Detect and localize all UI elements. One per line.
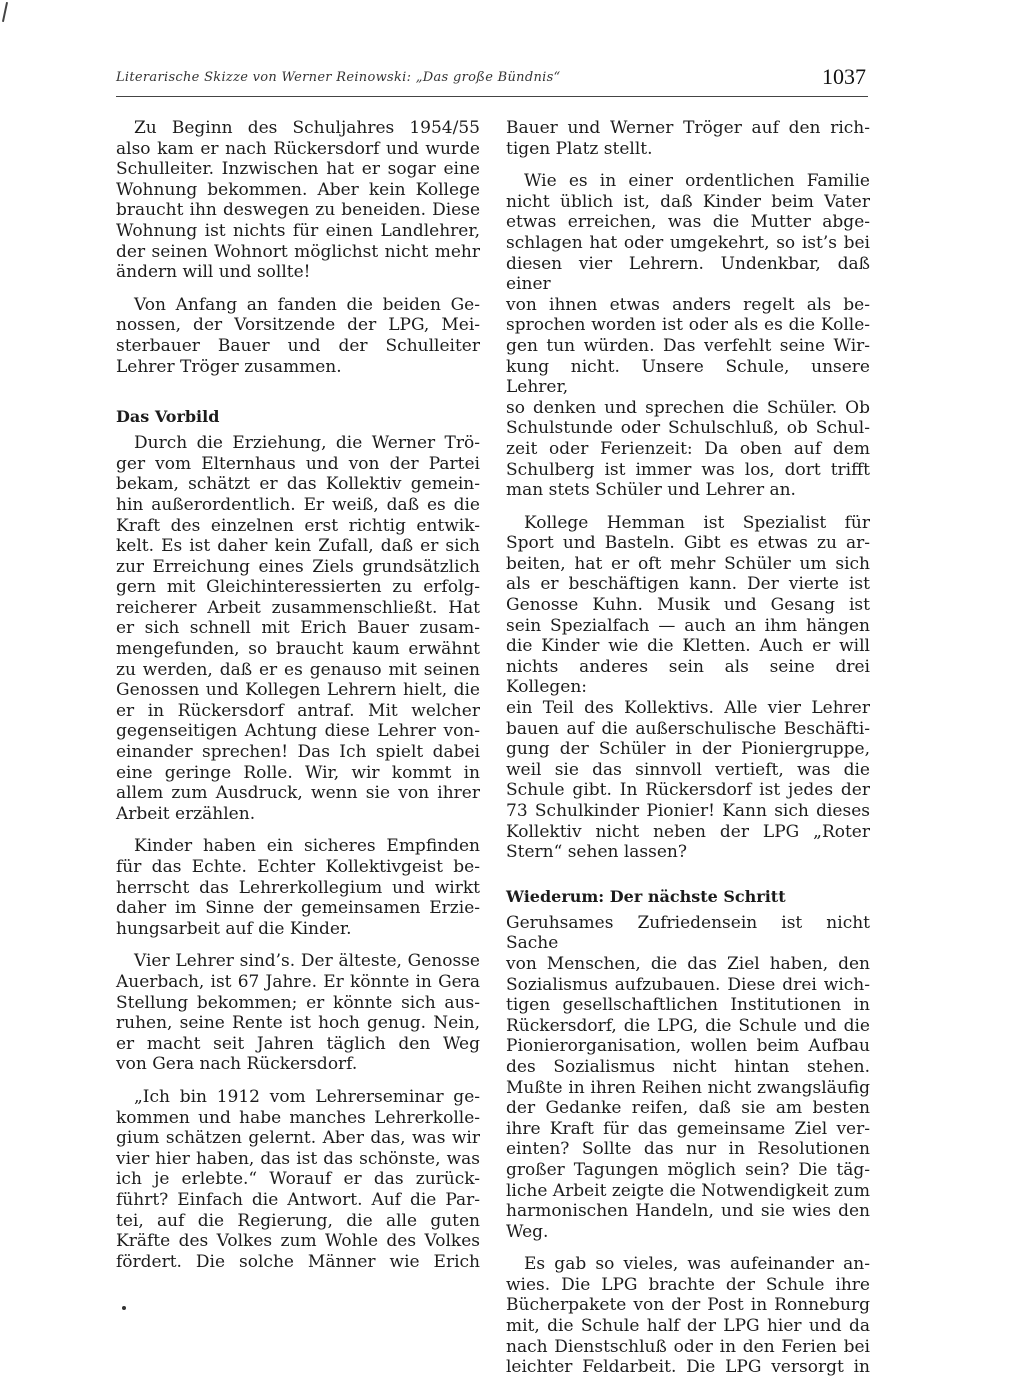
- text-line: wies. Die LPG brachte der Schule ihre: [506, 1274, 870, 1295]
- section-heading: Das Vorbild: [116, 407, 220, 427]
- text-line: die Kinder wie die Kletten. Auch er will: [506, 636, 870, 657]
- paragraph: [116, 295, 480, 377]
- text-line: gen tun würden. Das verfehlt seine Wir-: [506, 335, 870, 356]
- text-line: Von Anfang an fanden die beiden Ge-: [134, 294, 480, 315]
- text-line: ihre Kraft für das gemeinsame Ziel ver-: [506, 1118, 870, 1139]
- page-number: 1037: [822, 64, 866, 89]
- text-line: Kollege Hemman ist Spezialist für: [524, 512, 870, 533]
- text-line: etwas erreichen, was die Mutter abge-: [506, 212, 870, 233]
- text-line: bekam, schätzt er das Kollektiv gemein-: [116, 474, 480, 495]
- text-line: gium schätzen gelernt. Aber das, was wir: [116, 1128, 480, 1149]
- text-line: zur Erreichung eines Ziels grundsätzlich: [116, 556, 480, 577]
- text-line: er macht seit Jahren täglich den Weg: [116, 1033, 480, 1054]
- text-line: Wohnung bekommen. Aber kein Kollege: [116, 179, 480, 200]
- text-line: Kinder haben ein sicheres Empfinden: [134, 836, 480, 857]
- text-line: Geruhsames Zufriedensein ist nicht Sache: [506, 912, 870, 954]
- text-line: er in Rückersdorf antraf. Mit welcher: [116, 700, 480, 721]
- text-line: zu werden, daß er es genauso mit seinen: [116, 659, 480, 680]
- text-line: bauen auf die außerschulische Beschäfti-: [506, 718, 870, 739]
- text-line: kelt. Es ist daher kein Zufall, daß er sich: [116, 536, 480, 557]
- text-line: Wohnung ist nichts für einen Landlehrer,: [116, 220, 480, 241]
- text-line: mengefunden, so braucht kaum erwähnt: [116, 639, 480, 660]
- text-line: der seinen Wohnort möglichst nicht mehr: [116, 241, 480, 262]
- text-line: Durch die Erziehung, die Werner Trö-: [134, 433, 480, 454]
- text-line: Weg.: [506, 1221, 549, 1242]
- text-line: Bauer und Werner Tröger auf den rich-: [506, 118, 870, 138]
- text-line: tigen Platz stellt.: [506, 138, 653, 159]
- text-line: großer Tagungen möglich sein? Die täg-: [506, 1159, 870, 1180]
- text-line: reicherer Arbeit zusammenschließt. Hat: [116, 597, 480, 618]
- text-line: Wie es in einer ordentlichen Familie: [524, 171, 870, 192]
- text-line: sterbauer Bauer und der Schulleiter: [116, 335, 480, 356]
- text-line: ein Teil des Kollektivs. Alle vier Lehrer: [506, 698, 870, 719]
- speck-mark: [122, 1306, 126, 1310]
- text-line: Stellung bekommen; er könnte sich aus-: [116, 992, 480, 1013]
- text-line: tigen gesellschaftlichen Institutionen in: [506, 995, 870, 1016]
- text-line: nach Dienstschluß oder in den Ferien bei: [506, 1336, 870, 1357]
- text-line: Kräfte des Volkes zum Wohle des Volkes: [116, 1231, 480, 1252]
- text-line: ich je erlebte.“ Worauf er das zurück-: [116, 1169, 480, 1190]
- text-line: hungsarbeit auf die Kinder.: [116, 918, 352, 939]
- text-line: nicht üblich ist, daß Kinder beim Vater: [506, 191, 870, 212]
- text-line: Auerbach, ist 67 Jahre. Er könnte in Gera: [116, 971, 480, 992]
- text-line: harmonischen Handeln, und sie wies den: [506, 1201, 870, 1222]
- text-line: mit, die Schule half der LPG hier und da: [506, 1316, 870, 1337]
- running-title: Literarische Skizze von Werner Reinowski: „Das große Bündnis“: [116, 70, 561, 85]
- paragraph: [506, 913, 870, 1243]
- text-line: daher im Sinne der gemeinsamen Erzie-: [116, 898, 480, 919]
- page-header: [116, 66, 868, 97]
- text-line: zeit oder Ferienzeit: Da oben auf dem: [506, 438, 870, 459]
- text-line: als er beschäftigen kann. Der vierte ist: [506, 574, 870, 595]
- text-line: gegenseitigen Achtung diese Lehrer von-: [116, 721, 480, 742]
- text-line: ger vom Elternhaus und von der Partei: [116, 453, 480, 474]
- text-line: Schulstunde oder Schulschluß, ob Schul-: [506, 418, 870, 439]
- text-line: von Menschen, die das Ziel haben, den: [506, 953, 870, 974]
- text-line: er sich schnell mit Erich Bauer zusam-: [116, 618, 480, 639]
- text-line: sprochen worden ist oder als es die Kolle-: [506, 315, 870, 336]
- left-column: [116, 118, 480, 1284]
- text-line: von ihnen etwas anders regelt als be-: [506, 294, 870, 315]
- text-line: Bücherpakete von der Post in Ronneburg: [506, 1295, 870, 1316]
- text-line: 73 Schulkinder Pionier! Kann sich dieses: [506, 801, 870, 821]
- text-line: Schulleiter. Inzwischen hat er sogar eine: [116, 159, 480, 180]
- text-line: des Sozialismus nicht hintan stehen.: [506, 1056, 870, 1077]
- text-line: schlagen hat oder umgekehrt, so ist’s bei: [506, 232, 870, 253]
- text-line: Rückersdorf, die LPG, die Schule und die: [506, 1015, 870, 1036]
- text-line: Es gab so vieles, was aufeinander an-: [524, 1254, 870, 1275]
- text-line: gung der Schüler in der Pioniergruppe,: [506, 739, 870, 760]
- text-line: Genossen und Kollegen Lehrern hielt, die: [116, 680, 480, 701]
- text-line: beiten, hat er oft mehr Schüler um sich: [506, 553, 870, 574]
- paragraph: [116, 118, 480, 283]
- text-line: Schule gibt. In Rückersdorf ist jedes der: [506, 780, 870, 801]
- text-line: man stets Schüler und Lehrer an.: [506, 480, 796, 501]
- text-line: Stern“ sehen lassen?: [506, 842, 687, 863]
- text-line: Mußte in ihren Reihen nicht zwangsläufig: [506, 1077, 870, 1098]
- text-line: Pionierorganisation, wollen beim Aufbau: [506, 1036, 870, 1057]
- text-line: so denken und sprechen die Schüler. Ob: [506, 397, 870, 418]
- text-line: also kam er nach Rückersdorf und wurde: [116, 138, 480, 159]
- text-line: kommen und habe manches Lehrerkolle-: [116, 1107, 480, 1128]
- margin-mark: [2, 2, 8, 22]
- text-line: Lehrer Tröger zusammen.: [116, 356, 342, 377]
- text-line: Sport und Basteln. Gibt es etwas zu ar-: [506, 533, 870, 554]
- paragraph: [116, 433, 480, 824]
- text-line: sein Spezialfach — auch an ihm hängen: [506, 615, 870, 636]
- text-line: leichter Feldarbeit. Die LPG versorgt in: [506, 1357, 870, 1378]
- text-line: eine geringe Rolle. Wir, wir kommt in: [116, 762, 480, 783]
- paragraph: [116, 1087, 480, 1272]
- text-line: Arbeit erzählen.: [116, 803, 256, 824]
- text-line: ändern will und sollte!: [116, 262, 311, 283]
- text-line: für das Echte. Echter Kollektivgeist be-: [116, 857, 480, 877]
- text-line: der Gedanke reifen, daß sie am besten: [506, 1098, 870, 1119]
- text-line: nossen, der Vorsitzende der LPG, Mei-: [116, 315, 480, 336]
- paragraph: [506, 513, 870, 863]
- paragraph: [506, 118, 870, 159]
- right-column: [506, 118, 870, 1390]
- text-line: kung nicht. Unsere Schule, unsere Lehrer,: [506, 356, 870, 398]
- text-line: allem zum Ausdruck, wenn sie von ihrer: [116, 783, 480, 804]
- text-line: fördert. Die solche Männer wie Erich: [116, 1251, 480, 1272]
- paragraph: [116, 951, 480, 1075]
- text-line: vier hier haben, das ist das schönste, was: [116, 1148, 480, 1169]
- text-line: liche Arbeit zeigte die Notwendigkeit zum: [506, 1180, 871, 1201]
- section-heading: Wiederum: Der nächste Schritt: [506, 886, 786, 906]
- text-line: Genosse Kuhn. Musik und Gesang ist: [506, 595, 870, 616]
- text-line: hin außerordentlich. Er weiß, daß es die: [116, 494, 480, 515]
- text-line: weil sie das sinnvoll vertieft, was die: [506, 759, 870, 780]
- text-line: Sozialismus aufzubauen. Diese drei wich-: [506, 974, 870, 995]
- text-line: tei, auf die Regierung, die alle guten: [116, 1210, 480, 1231]
- paragraph: [116, 836, 480, 939]
- text-line: „Ich bin 1912 vom Lehrerseminar ge-: [134, 1086, 480, 1107]
- text-line: Schulberg ist immer was los, dort trifft: [506, 459, 870, 480]
- text-line: Kraft des einzelnen erst richtig entwik-: [116, 515, 480, 536]
- text-line: ruhen, seine Rente ist hoch genug. Nein,: [116, 1013, 480, 1034]
- text-line: gern mit Gleichinteressierten zu erfolg-: [116, 577, 480, 598]
- paragraph: [506, 1254, 870, 1378]
- text-line: Kollektiv nicht neben der LPG „Roter: [506, 821, 870, 842]
- text-line: Zu Beginn des Schuljahres 1954/55: [134, 118, 480, 138]
- text-line: herrscht das Lehrerkollegium und wirkt: [116, 877, 480, 898]
- paragraph: [506, 171, 870, 501]
- text-line: diesen vier Lehrern. Undenkbar, daß einer: [506, 253, 870, 295]
- text-line: einander sprechen! Das Ich spielt dabei: [116, 742, 480, 763]
- text-line: führt? Einfach die Antwort. Auf die Par-: [116, 1189, 480, 1210]
- text-line: nichts anderes sein als seine drei Kollegen:: [506, 656, 870, 698]
- text-line: einten? Sollte das nur in Resolutionen: [506, 1139, 870, 1160]
- text-line: braucht ihn deswegen zu beneiden. Diese: [116, 200, 480, 221]
- text-line: von Gera nach Rückersdorf.: [116, 1054, 358, 1075]
- text-line: Vier Lehrer sind’s. Der älteste, Genosse: [134, 951, 480, 972]
